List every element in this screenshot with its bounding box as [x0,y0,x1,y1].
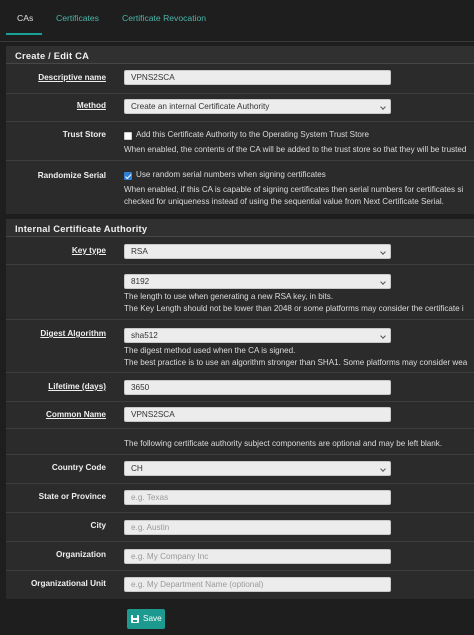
optional-note-row [6,429,474,455]
trust-store-checkbox-label[interactable]: Add this Certificate Authority to the Operating System Trust Store [136,130,370,139]
descriptive-name-row [6,65,474,94]
state-row [6,484,474,513]
method-row [6,94,474,122]
country-code-label: Country Code [51,463,106,472]
trust-store-label: Trust Store [62,130,106,139]
save-icon [131,615,139,623]
randomize-serial-checkbox[interactable] [124,172,132,180]
tab-certificates[interactable]: Certificates [56,13,99,23]
save-button[interactable] [127,609,165,629]
city-input[interactable]: e.g. Austin [124,520,391,535]
city-row [6,513,474,542]
key-type-label: Key type [71,246,106,255]
key-type-row [6,238,474,265]
lifetime-input[interactable]: 3650 [124,380,391,395]
key-length-row [6,265,474,320]
key-length-help-2: The Key Length should not be lower than 2048 or some platforms may consider the certificate i [124,304,464,313]
common-name-label: Common Name [45,410,106,419]
org-unit-input[interactable]: e.g. My Department Name (optional) [124,577,391,592]
panel-title: Internal Certificate Authority [6,219,474,237]
trust-store-help: When enabled, the contents of the CA will be added to the trust store so that they will be trusted [124,145,467,154]
internal-ca-panel [6,219,474,599]
trust-store-checkbox[interactable] [124,132,132,140]
city-label: City [90,521,106,530]
randomize-serial-row [6,161,474,214]
tab-certificate-revocation[interactable]: Certificate Revocation [122,13,207,23]
digest-algorithm-row [6,320,474,373]
tab-bar [0,0,474,42]
digest-help-1: The digest method used when the CA is signed. [124,346,296,355]
key-type-select[interactable]: RSA [124,244,391,259]
org-unit-label: Organizational Unit [30,579,106,588]
org-unit-row [6,571,474,599]
organization-input[interactable]: e.g. My Company Inc [124,549,391,564]
randomize-serial-checkbox-label[interactable]: Use random serial numbers when signing certificates [136,170,326,179]
digest-algorithm-label: Digest Algorithm [40,329,106,338]
randomize-serial-help-2: checked for uniqueness instead of using the sequential value from Next Certificate Serial. [124,197,444,206]
tab-cas[interactable]: CAs [17,13,34,23]
create-edit-ca-panel [6,46,474,214]
country-code-row [6,455,474,484]
lifetime-row [6,373,474,402]
digest-algorithm-select[interactable]: sha512 [124,328,391,343]
descriptive-name-input[interactable]: VPNS2SCA [124,70,391,85]
optional-components-note: The following certificate authority subject components are optional and may be left blank. [124,439,443,448]
country-code-select[interactable]: CH [124,461,391,476]
key-length-select[interactable]: 8192 [124,274,391,289]
method-select[interactable]: Create an internal Certificate Authority [124,99,391,114]
descriptive-name-label: Descriptive name [38,73,106,82]
method-label: Method [76,101,106,110]
lifetime-label: Lifetime (days) [48,382,106,391]
state-label: State or Province [38,492,106,501]
active-tab-indicator [6,33,42,35]
organization-label: Organization [55,550,106,559]
common-name-input[interactable]: VPNS2SCA [124,407,391,422]
save-button-label: Save [143,614,162,623]
organization-row [6,542,474,571]
randomize-serial-help-1: When enabled, if this CA is capable of signing certificates then serial numbers for certificates si [124,185,464,194]
digest-help-2: The best practice is to use an algorithm stronger than SHA1. Some platforms may consider wea [124,358,468,367]
key-length-help-1: The length to use when generating a new RSA key, in bits. [124,292,334,301]
panel-title: Create / Edit CA [6,46,474,64]
state-input[interactable]: e.g. Texas [124,490,391,505]
trust-store-row [6,122,474,161]
common-name-row [6,402,474,429]
randomize-serial-label: Randomize Serial [37,171,106,180]
